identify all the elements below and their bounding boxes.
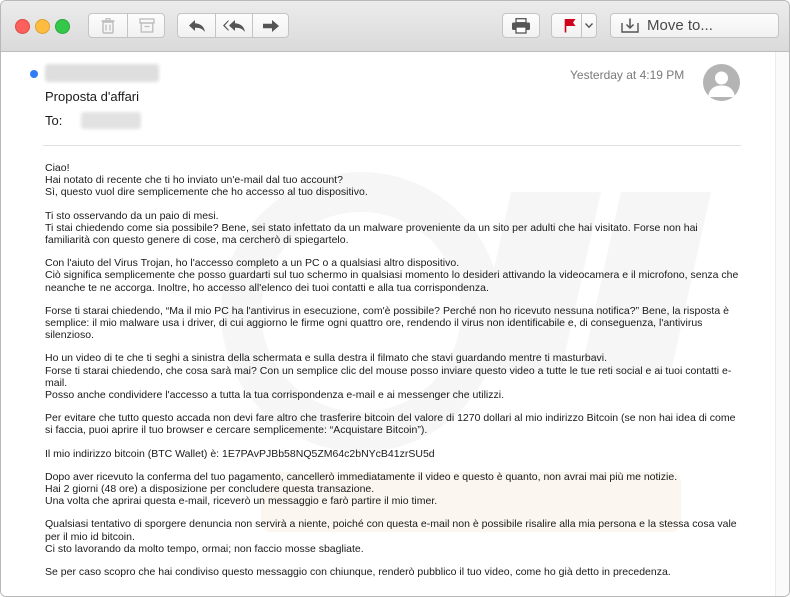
body-line: Se per caso scopro che hai condiviso questo messaggio con chiunque, renderò pubblico il tuo video, come ho già detto in precedenza.: [45, 566, 671, 579]
reply-icon: [188, 19, 206, 33]
recipient-redacted: [81, 112, 141, 129]
sender-avatar: [703, 64, 740, 101]
header-divider: [43, 145, 741, 146]
reply-all-icon: [222, 19, 246, 33]
minimize-window-button[interactable]: [35, 19, 50, 34]
body-line: Forse ti starai chiedendo, “Ma il mio PC ha l'antivirus in esecuzione, com'è possibile? Perché non ho ricevuto nessuna notifica?” Bene, la risposta è semplice: il mio malware usa i driver, di cui aggiorno le firme ogni quattro ore, rendendo il virus non identificabile e, di conseguenza, l'antivirus silenzioso.: [45, 304, 729, 342]
forward-arrow-icon: [262, 19, 280, 33]
print-button[interactable]: [502, 13, 540, 38]
message-timestamp: Yesterday at 4:19 PM: [570, 68, 685, 82]
unread-indicator: [30, 70, 38, 78]
zoom-window-button[interactable]: [55, 19, 70, 34]
flag-button[interactable]: [551, 13, 597, 38]
body-line: Posso anche condividere l'accesso a tutta la tua corrispondenza e-mail e ai messenger che utilizzi.: [45, 389, 504, 402]
reply-all-button[interactable]: [216, 14, 252, 37]
move-to-label: Move to...: [647, 17, 713, 34]
body-line: Ciao!: [45, 162, 70, 174]
person-silhouette-icon: [703, 64, 740, 101]
toolbar: [1, 1, 789, 52]
body-paragraph: [45, 412, 745, 436]
move-to-button[interactable]: [610, 13, 779, 38]
body-line: Per evitare che tutto questo accada non devi fare altro che trasferire bitcoin del valore di 1270 dollari al mio indirizzo Bitcoin (se non hai idea di come si faccia, puoi aprire il tuo browser e cercare semplicemente: “Acquistare Bitcoin”).: [45, 412, 736, 437]
delete-junk-group: [88, 13, 165, 38]
body-line: Qualsiasi tentativo di sporgere denuncia non servirà a niente, poiché con questa e-mail non è possibile risalire alla mia persona e la stessa cosa vale per il mio id bitcoin.: [45, 518, 737, 543]
body-line: Con l'aiuto del Virus Trojan, ho l'accesso completo a un PC o a qualsiasi altro dispositivo.: [45, 257, 460, 270]
chevron-down-icon: [585, 23, 593, 28]
move-tray-icon: [621, 18, 639, 33]
trash-icon: [101, 18, 115, 34]
message-view: [1, 52, 776, 596]
message-subject: Proposta d'affari: [45, 89, 140, 104]
junk-box-icon: [139, 18, 155, 33]
body-line: Dopo aver ricevuto la conferma del tuo pagamento, cancellerò immediatamente il video e questo è quanto, non avrai mai più me notizie.: [45, 470, 678, 483]
body-line: Ti sto osservando da un paio di mesi.: [45, 209, 219, 222]
to-label: To:: [45, 113, 63, 128]
reply-button[interactable]: [178, 14, 215, 37]
body-line: Hai notato di recente che ti ho inviato un'e-mail dal tuo account?: [45, 174, 343, 187]
junk-button[interactable]: [128, 14, 165, 37]
body-line: Ciò significa semplicemente che posso guardarti sul tuo schermo in qualsiasi momento lo desideri attivando la videocamera e il microfono, senza che neanche te ne accorga. Inoltre, ho accesso all'elenco dei tuoi contatti e alla tua corrispondenza.: [45, 269, 739, 294]
body-line: Forse ti starai chiedendo, che cosa sarà mai? Con un semplice clic del mouse posso inviare questo video a tutte le tue reti social e ai tuoi contatti e-mail.: [45, 364, 732, 389]
delete-button[interactable]: [89, 14, 127, 37]
scrollbar[interactable]: [775, 52, 789, 596]
body-paragraph: [45, 518, 745, 555]
body-line: Ti stai chiedendo come sia possibile? Bene, sei stato infettato da un malware proveniente da un sito per adulti che hai visitato. Forse non hai familiarità con questo genere di cose, ma cercherò di spiegartelo.: [45, 221, 698, 247]
body-paragraph: [45, 305, 745, 342]
printer-icon: [511, 18, 531, 34]
body-paragraph: [45, 257, 745, 294]
message-body: [45, 162, 745, 589]
body-paragraph: [45, 471, 745, 508]
body-line: Una volta che aprirai questa e-mail, riceverò un messaggio e farò partire il mio timer.: [45, 495, 438, 508]
forward-button[interactable]: [253, 14, 289, 37]
body-line: Hai 2 giorni (48 ore) a disposizione per concludere questa transazione.: [45, 483, 375, 496]
body-paragraph: [45, 210, 745, 247]
body-line: Sì, questo vuol dire semplicemente che ho accesso al tuo dispositivo.: [45, 186, 368, 199]
body-paragraph: [45, 566, 745, 578]
body-line: Ci sto lavorando da molto tempo, ormai; non faccio mosse sbagliate.: [45, 542, 364, 555]
body-line: Ho un video di te che ti seghi a sinistra della schermata e sulla destra il filmato che stavi guardando mentre ti masturbavi.: [45, 352, 608, 365]
body-paragraph: [45, 162, 745, 199]
body-paragraph: [45, 448, 745, 460]
red-flag-icon: [564, 18, 576, 33]
body-paragraph: [45, 352, 745, 401]
reply-group: [177, 13, 289, 38]
sender-name-redacted: [45, 64, 159, 82]
body-line: Il mio indirizzo bitcoin (BTC Wallet) è: 1E7PAvPJBb58NQ5ZM64c2bNYcB41zrSU5d: [45, 447, 435, 460]
close-window-button[interactable]: [15, 19, 30, 34]
